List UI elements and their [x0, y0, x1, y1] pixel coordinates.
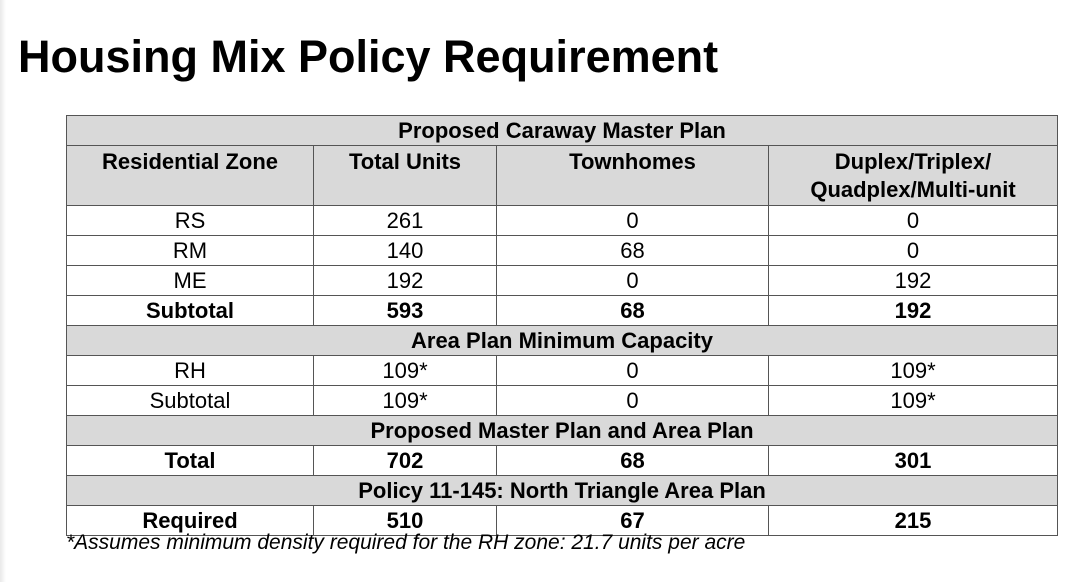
- total-units-cell: 510: [314, 506, 497, 536]
- townhomes-cell: 0: [497, 356, 769, 386]
- zone-cell: RH: [67, 356, 314, 386]
- total-units-cell: 593: [314, 296, 497, 326]
- section-header-row: [67, 116, 1058, 146]
- zone-cell: Subtotal: [67, 386, 314, 416]
- column-header-multi-unit: Duplex/Triplex/ Quadplex/Multi-unit: [769, 146, 1058, 206]
- townhomes-cell: 0: [497, 206, 769, 236]
- column-header-townhomes: Townhomes: [497, 146, 769, 206]
- section-title-combined: Proposed Master Plan and Area Plan: [67, 416, 1058, 446]
- table-row: [67, 386, 1058, 416]
- column-header-zone: Residential Zone: [67, 146, 314, 206]
- total-units-cell: 261: [314, 206, 497, 236]
- subtotal-row: [67, 296, 1058, 326]
- townhomes-cell: 67: [497, 506, 769, 536]
- zone-cell: RS: [67, 206, 314, 236]
- multi-unit-cell: 301: [769, 446, 1058, 476]
- table-row: [67, 266, 1058, 296]
- section-title-area-plan: Area Plan Minimum Capacity: [67, 326, 1058, 356]
- multi-unit-cell: 109*: [769, 386, 1058, 416]
- total-units-cell: 702: [314, 446, 497, 476]
- housing-mix-table: [66, 115, 1058, 536]
- table-row: [67, 236, 1058, 266]
- page-title: Housing Mix Policy Requirement: [18, 31, 719, 82]
- section-header-row: [67, 326, 1058, 356]
- section-header-row: [67, 416, 1058, 446]
- total-units-cell: 109*: [314, 356, 497, 386]
- townhomes-cell: 68: [497, 296, 769, 326]
- zone-cell: RM: [67, 236, 314, 266]
- section-title-master-plan: Proposed Caraway Master Plan: [67, 116, 1058, 146]
- multi-unit-cell: 0: [769, 206, 1058, 236]
- townhomes-cell: 0: [497, 386, 769, 416]
- townhomes-cell: 68: [497, 236, 769, 266]
- left-edge-shadow: [0, 0, 6, 582]
- townhomes-cell: 68: [497, 446, 769, 476]
- total-units-cell: 109*: [314, 386, 497, 416]
- table-row: [67, 206, 1058, 236]
- zone-cell: Required: [67, 506, 314, 536]
- multi-unit-cell: 215: [769, 506, 1058, 536]
- multi-unit-cell: 192: [769, 296, 1058, 326]
- multi-unit-cell: 0: [769, 236, 1058, 266]
- table-row: [67, 356, 1058, 386]
- zone-cell: Total: [67, 446, 314, 476]
- townhomes-cell: 0: [497, 266, 769, 296]
- zone-cell: ME: [67, 266, 314, 296]
- footnote: *Assumes minimum density required for the RH zone: 21.7 units per acre: [66, 531, 746, 554]
- section-title-policy: Policy 11-145: North Triangle Area Plan: [67, 476, 1058, 506]
- column-header-total-units: Total Units: [314, 146, 497, 206]
- column-header-row: [67, 146, 1058, 206]
- zone-cell: Subtotal: [67, 296, 314, 326]
- total-row: [67, 446, 1058, 476]
- multi-unit-cell: 109*: [769, 356, 1058, 386]
- multi-unit-cell: 192: [769, 266, 1058, 296]
- total-units-cell: 192: [314, 266, 497, 296]
- total-units-cell: 140: [314, 236, 497, 266]
- section-header-row: [67, 476, 1058, 506]
